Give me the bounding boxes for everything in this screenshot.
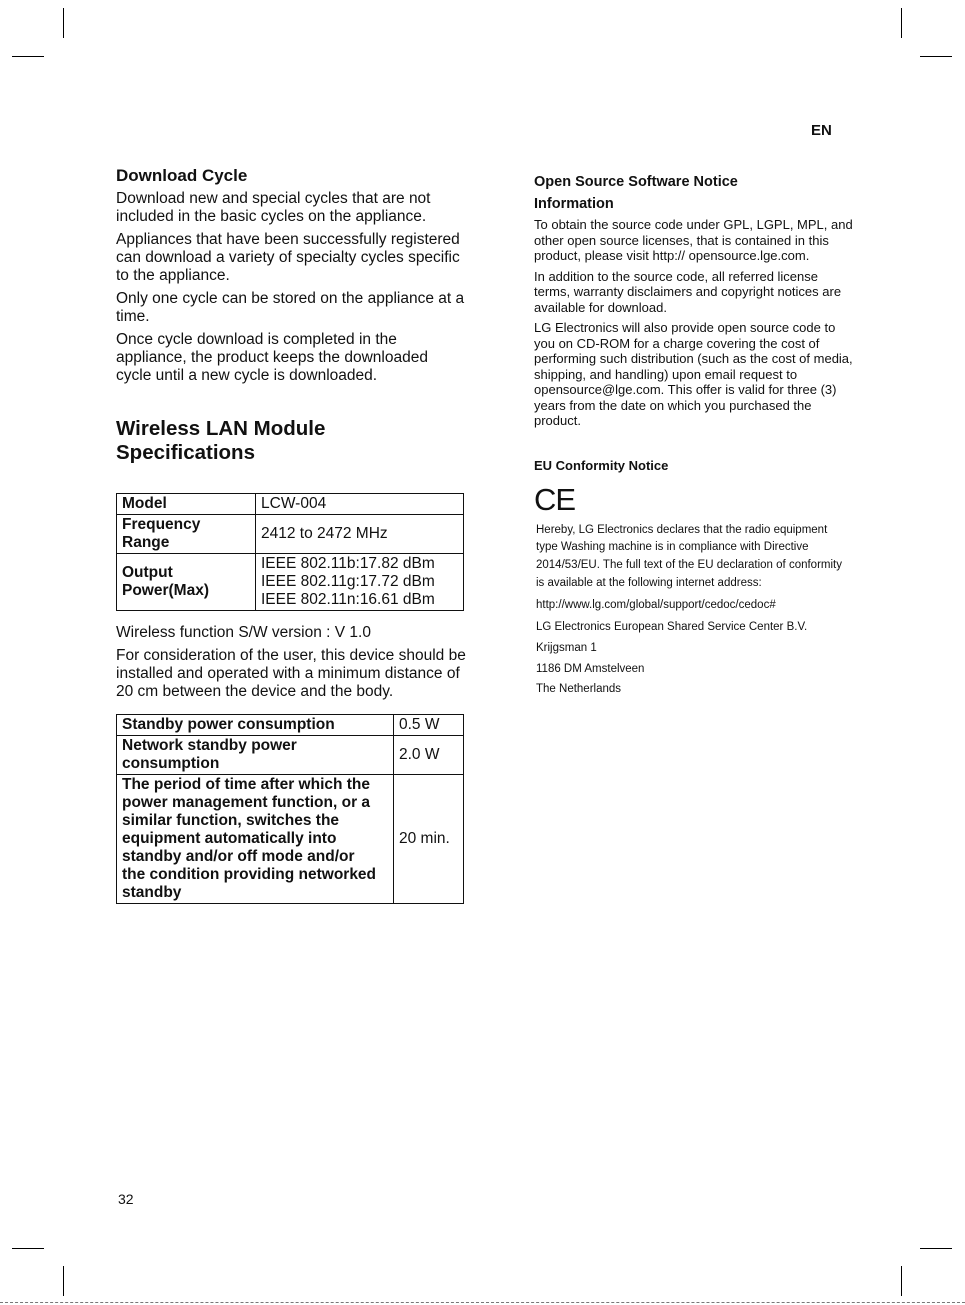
download-cycle-paragraph: Once cycle download is completed in the appliance, the product keeps the downloaded cycle until a new cycle is downloaded. [116,331,428,384]
left-column [116,166,466,904]
page-number: 32 [118,1191,134,1207]
power-row-value: 2.0 W [394,736,464,775]
crop-mark [63,8,64,38]
sw-version: Wireless function S/W version : V 1.0 [116,624,371,641]
right-column [534,171,854,700]
eu-declaration-url[interactable]: http://www.lg.com/global/support/cedoc/cedoc# [536,598,776,611]
crop-mark [12,1248,44,1249]
wlan-heading [116,417,466,465]
address-line: Krijgsman 1 [536,642,597,655]
power-row-label [117,715,394,736]
wlan-spec-table [116,493,464,611]
heading-line: Information [534,196,614,212]
crop-mark [63,1266,64,1296]
declaration-line: 2014/53/EU. The full text of the EU declaration of conformity [536,559,842,572]
declaration-line: type Washing machine is in compliance with Directive [536,541,809,554]
open-source-paragraph: In addition to the source code, all referred license terms, warranty disclaimers and copyright notices are available for download. [534,268,842,315]
label-line: standby and/or off mode and/or [122,848,355,865]
download-cycle-paragraph: Download new and special cycles that are not included in the basic cycles on the appliance. [116,190,431,225]
eu-conformity-heading: EU Conformity Notice [534,457,669,473]
crop-mark [12,56,44,57]
rf-exposure-notice: For consideration of the user, this device should be installed and operated with a minimum distance of 20 cm between the device and the body. [116,647,466,700]
table-row [117,775,464,904]
model-label: Model [117,494,256,515]
download-cycle-heading: Download Cycle [116,166,248,185]
power-row-label [117,736,394,775]
download-cycle-paragraph: Appliances that have been successfully registered can download a variety of specialty cycles specific to the appliance. [116,231,460,284]
wlan-heading-line: Specifications [116,441,255,464]
power-row-value: 0.5 W [394,715,464,736]
frequency-label [117,515,256,554]
table-row [117,515,464,554]
label-line: Network standby power [122,737,297,754]
power-value: IEEE 802.11b:17.82 dBm [261,555,435,572]
address-line: LG Electronics European Shared Service Center B.V. [536,621,808,634]
crop-mark [901,8,902,38]
address-line: The Netherlands [536,683,622,696]
declaration-line: Hereby, LG Electronics declares that the radio equipment [536,523,828,536]
label-line: Power(Max) [122,582,209,599]
label-line: similar function, switches the [122,812,340,829]
crop-mark [920,56,952,57]
power-table [116,714,464,904]
label-line: Output [122,564,173,581]
heading-line: Open Source Software Notice [534,174,738,190]
address-line: 1186 DM Amstelveen [536,662,645,675]
power-value: IEEE 802.11g:17.72 dBm [261,573,435,590]
download-cycle-paragraph: Only one cycle can be stored on the appliance at a time. [116,290,465,325]
trim-line [0,1302,965,1303]
table-row [117,494,464,515]
output-power-values [256,554,464,611]
crop-mark [920,1248,952,1249]
open-source-paragraph: LG Electronics will also provide open source code to you on CD-ROM for a charge covering the cost of performing such distribution (such as the cost of media, shipping, and handling) upon email request to opensource@lge.com. This offer is valid for three (3) years from the date on which you purchased the product. [534,320,853,428]
open-source-paragraph: To obtain the source code under GPL, LGPL, MPL, and other open source licenses, that is contained in this product, please visit http:// opensource.lge.com. [534,217,853,263]
label-line: the condition providing networked [122,866,377,883]
label-line: The period of time after which the [122,776,371,793]
power-value: IEEE 802.11n:16.61 dBm [261,591,435,608]
table-row [117,715,464,736]
table-row [117,554,464,611]
frequency-value: 2412 to 2472 MHz [256,515,464,554]
power-row-label [117,775,394,904]
language-label: EN [811,122,832,139]
open-source-heading [534,171,854,215]
declaration-line: is available at the following internet address: [536,576,762,589]
model-value: LCW-004 [256,494,464,515]
power-row-value: 20 min. [394,775,464,904]
ce-mark-icon: CE [534,481,576,517]
label-line: power management function, or a [122,794,371,811]
label-line: equipment automatically into [122,830,337,847]
label-line: Standby power consumption [122,716,335,733]
label-line: standby [122,884,182,901]
crop-mark [901,1266,902,1296]
table-row [117,736,464,775]
eu-declaration [534,522,854,700]
label-line: Frequency [122,516,201,533]
label-line: consumption [122,755,220,772]
label-line: Range [122,534,170,551]
wlan-heading-line: Wireless LAN Module [116,417,326,440]
output-power-label [117,554,256,611]
